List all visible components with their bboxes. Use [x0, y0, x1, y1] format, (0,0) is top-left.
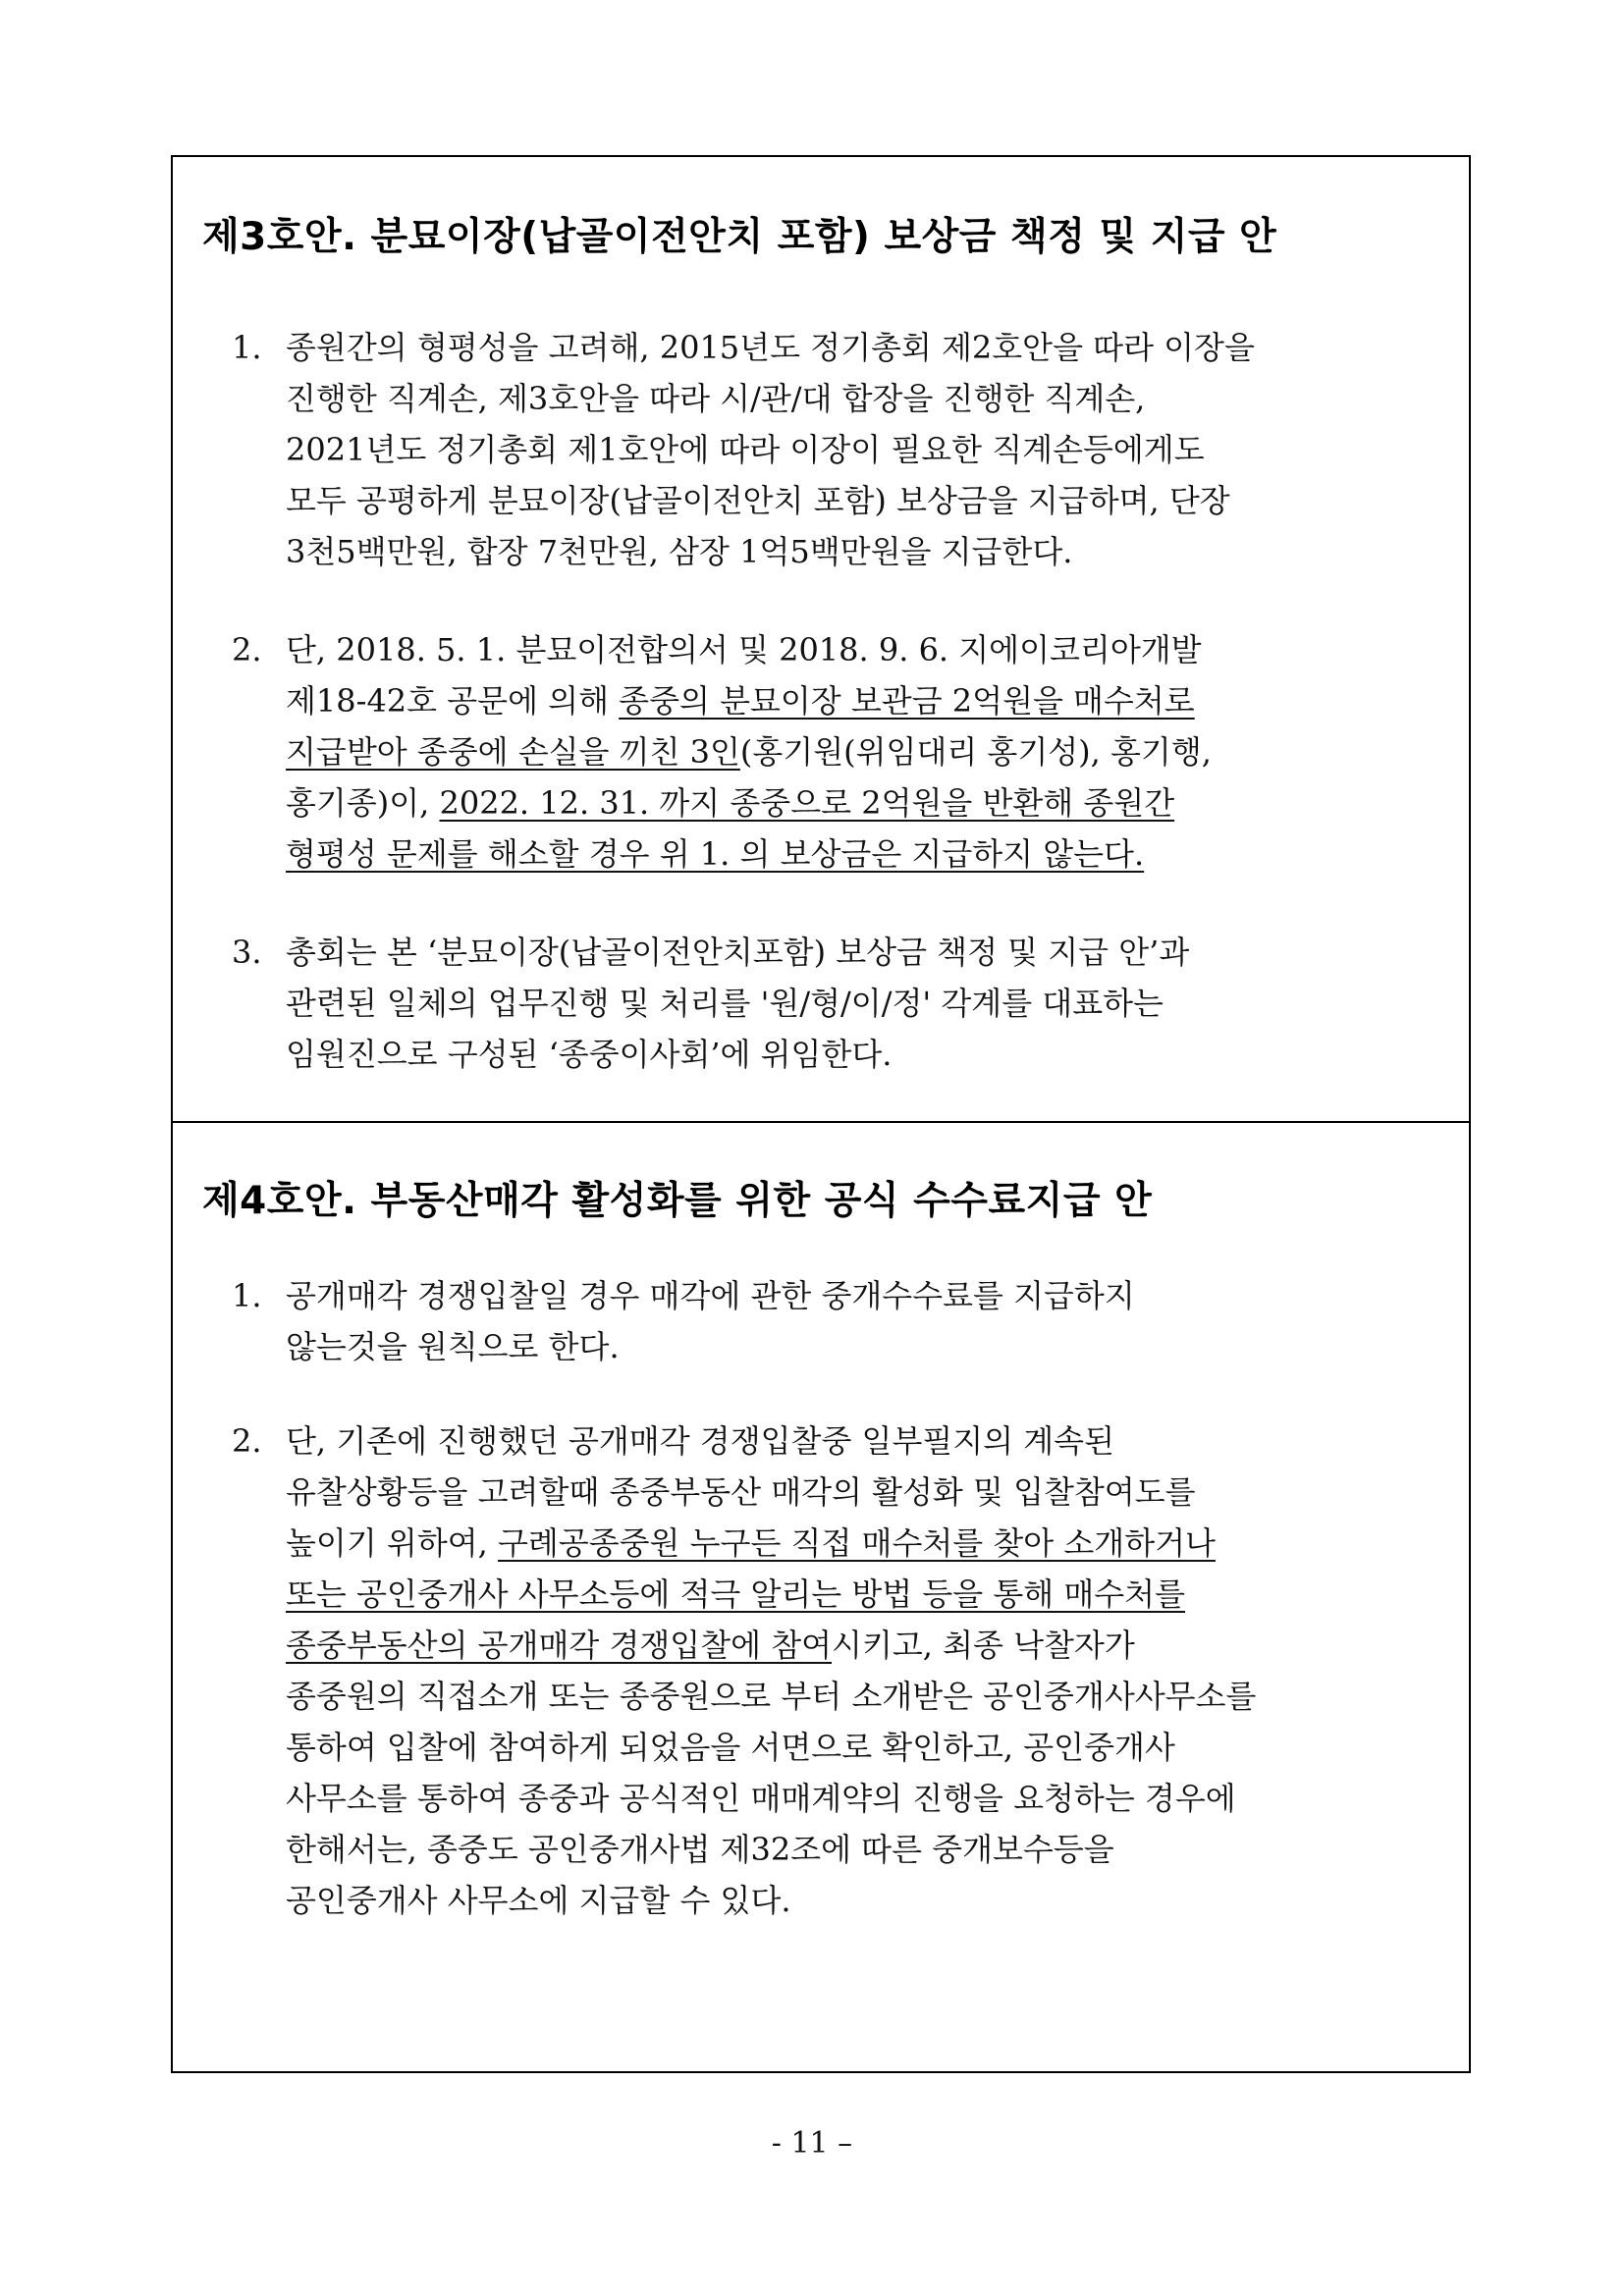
item-text-line: 홍기종)이,	[286, 784, 440, 822]
agenda-3-title: 제3호안. 분묘이장(납골이전안치 포함) 보상금 책정 및 지급 안	[202, 215, 1277, 259]
agenda-4-item-2	[232, 1415, 1449, 1926]
item-text-line: 시키고, 최종 낙찰자가	[832, 1627, 1135, 1664]
item-text-line: 2021년도 정기총회 제1호안에 따라 이장이 필요한 직계손등에게도	[286, 431, 1205, 468]
item-text-line: 통하여 입찰에 참여하게 되었음을 서면으로 확인하고, 공인중개사	[286, 1729, 1175, 1766]
item-text-line: (홍기원(위임대리 홍기성), 홍기행,	[739, 733, 1212, 771]
item-text-line: 종원간의 형평성을 고려해, 2015년도 정기총회 제2호안을 따라 이장을	[286, 329, 1255, 366]
underlined-text: 또는 공인중개사 사무소등에 적극 알리는 방법 등을 통해 매수처를	[286, 1575, 1186, 1613]
item-text-line: 단, 기존에 진행했던 공개매각 경쟁입찰중 일부필지의 계속된	[286, 1422, 1115, 1460]
agenda-4-section	[171, 1121, 1471, 2073]
item-text-line: 공인중개사 사무소에 지급할 수 있다.	[286, 1882, 791, 1919]
item-text-line: 진행한 직계손, 제3호안을 따라 시/관/대 합장을 진행한 직계손,	[286, 380, 1146, 417]
item-text-line: 3천5백만원, 합장 7천만원, 삼장 1억5백만원을 지급한다.	[286, 533, 1073, 570]
item-text-line: 사무소를 통하여 종중과 공식적인 매매계약의 진행을 요청하는 경우에	[286, 1780, 1236, 1817]
agenda-3-item-2	[232, 624, 1449, 880]
underlined-text: 형평성 문제를 해소할 경우 위 1. 의 보상금은 지급하지 않는다.	[286, 835, 1145, 873]
agenda-4-item-1	[232, 1270, 1449, 1372]
item-text-line: 임원진으로 구성된 ‘종중이사회’에 위임한다.	[286, 1036, 893, 1073]
page-number: - 11 –	[771, 2126, 853, 2161]
item-text-line: 한해서는, 종중도 공인중개사법 제32조에 따른 중개보수등을	[286, 1831, 1114, 1868]
underlined-text: 지급받아 종중에 손실을 끼친 3인	[286, 733, 740, 771]
item-text-line: 않는것을 원칙으로 한다.	[286, 1328, 620, 1365]
item-text-line: 공개매각 경쟁입찰일 경우 매각에 관한 중개수수료를 지급하지	[286, 1277, 1135, 1314]
item-text-line: 관련된 일체의 업무진행 및 처리를 '원/형/이/정' 각계를 대표하는	[286, 985, 1164, 1022]
underlined-text: 2022. 12. 31. 까지 종중으로 2억원을 반환해 종원간	[439, 784, 1175, 822]
item-text-line: 총회는 본 ‘분묘이장(납골이전안치포함) 보상금 책정 및 지급 안’과	[286, 934, 1190, 971]
item-text-line: 단, 2018. 5. 1. 분묘이전합의서 및 2018. 9. 6. 지에이코리아개발	[286, 631, 1202, 668]
item-number: 1.	[232, 329, 262, 366]
item-number: 2.	[232, 631, 262, 668]
item-text-line: 제18-42호 공문에 의해	[286, 682, 620, 720]
item-number: 1.	[232, 1277, 262, 1314]
item-text-line: 모두 공평하게 분묘이장(납골이전안치 포함) 보상금을 지급하며, 단장	[286, 482, 1230, 519]
item-text-line: 높이기 위하여,	[286, 1524, 498, 1562]
agenda-3-section	[171, 155, 1471, 1121]
item-number: 3.	[232, 934, 262, 971]
agenda-3-item-1	[232, 322, 1449, 577]
agenda-4-title: 제4호안. 부동산매각 활성화를 위한 공식 수수료지급 안	[202, 1179, 1153, 1223]
item-number: 2.	[232, 1422, 262, 1460]
underlined-text: 구례공종중원 누구든 직접 매수처를 찾아 소개하거나	[498, 1524, 1216, 1562]
item-text-line: 유찰상황등을 고려할때 종중부동산 매각의 활성화 및 입찰참여도를	[286, 1473, 1196, 1511]
underlined-text: 종중부동산의 공개매각 경쟁입찰에 참여	[286, 1627, 833, 1664]
item-text-line: 종중원의 직접소개 또는 종중원으로 부터 소개받은 공인중개사사무소를	[286, 1678, 1257, 1715]
agenda-3-item-3	[232, 927, 1449, 1080]
underlined-text: 종중의 분묘이장 보관금 2억원을 매수처로	[619, 682, 1195, 720]
